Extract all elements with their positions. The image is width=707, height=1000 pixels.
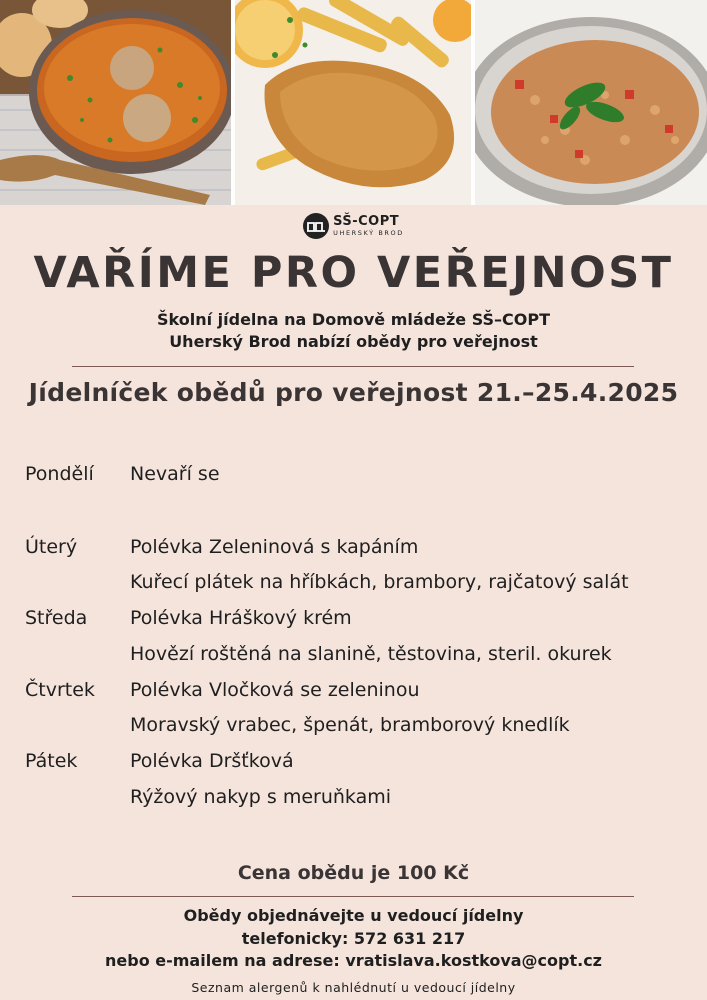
day-tuesday: Úterý <box>25 536 78 558</box>
logo-mark-icon <box>303 213 329 239</box>
rice-photo <box>475 0 707 205</box>
divider-top <box>72 366 634 367</box>
intro-line-2: Uherský Brod nabízí obědy pro veřejnost <box>169 332 538 351</box>
meal-monday-1: Nevaří se <box>130 463 220 485</box>
headline: VAŘÍME PRO VEŘEJNOST <box>33 248 674 298</box>
logo-name: SŠ-COPT <box>333 214 400 230</box>
allergens-note: Seznam alergenů k nahlédnutí u vedoucí jídelny <box>191 980 516 995</box>
soup-photo <box>0 0 231 205</box>
food-photos <box>0 0 707 205</box>
meal-tuesday-soup: Polévka Zeleninová s kapáním <box>130 536 419 558</box>
meal-wednesday-soup: Polévka Hráškový krém <box>130 607 352 629</box>
intro-text <box>0 309 707 353</box>
meal-friday-soup: Polévka Dršťková <box>130 750 294 772</box>
divider-bottom <box>72 896 634 897</box>
day-wednesday: Středa <box>25 607 88 629</box>
schnitzel-photo <box>235 0 471 205</box>
order-phone: telefonicky: 572 631 217 <box>241 928 466 948</box>
day-monday: Pondělí <box>25 463 94 485</box>
order-line-1: Obědy objednávejte u vedoucí jídelny <box>183 906 524 925</box>
meal-wednesday-main: Hovězí roštěná na slanině, těstovina, steril. okurek <box>130 643 612 665</box>
logo-subtitle: UHERSKÝ BROD <box>333 229 404 238</box>
meal-friday-main: Rýžový nakyp s meruňkami <box>130 786 392 808</box>
day-friday: Pátek <box>25 750 78 772</box>
menu-title: Jídelníček obědů pro veřejnost 21.–25.4.2025 <box>28 378 679 407</box>
order-info <box>0 905 707 973</box>
order-email: nebo e-mailem na adrese: vratislava.kostkova@copt.cz <box>105 951 602 970</box>
intro-line-1: Školní jídelna na Domově mládeže SŠ–COPT <box>156 310 551 329</box>
meal-thursday-main: Moravský vrabec, špenát, bramborový knedlík <box>130 714 570 736</box>
meal-tuesday-main: Kuřecí plátek na hříbkách, brambory, rajčatový salát <box>130 571 629 593</box>
day-thursday: Čtvrtek <box>25 679 95 701</box>
school-logo <box>0 213 707 239</box>
lunch-price: Cena obědu je 100 Kč <box>237 862 470 884</box>
meal-thursday-soup: Polévka Vločková se zeleninou <box>130 679 420 701</box>
